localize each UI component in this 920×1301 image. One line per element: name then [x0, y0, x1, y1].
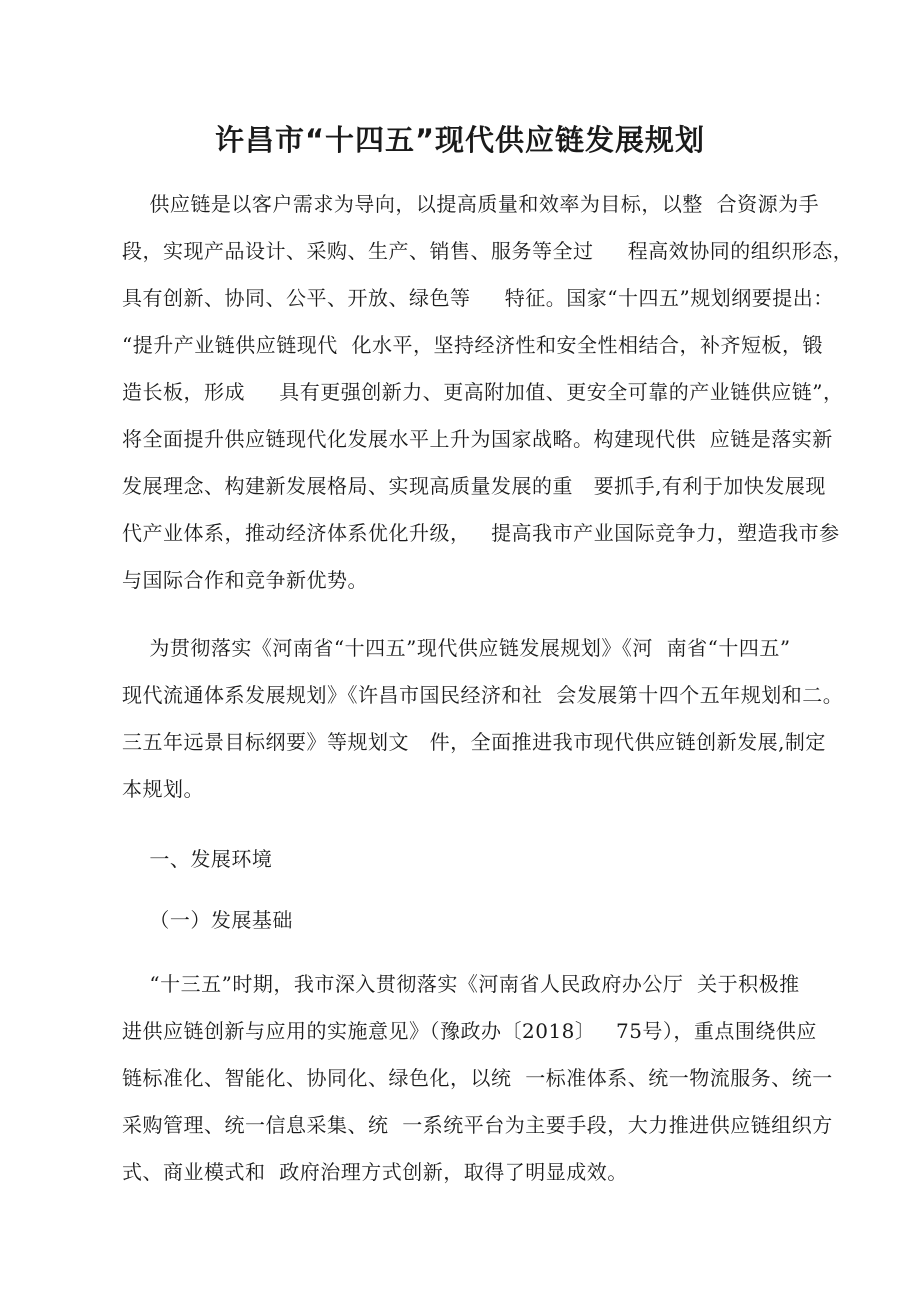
section-heading: 一、发展环境 [122, 847, 273, 871]
paragraph-line: 为贯彻落实《河南省“十四五”现代供应链发展规划》《河 南省“十四五” [122, 636, 791, 660]
paragraph-line: 与国际合作和竞争新优势。 [122, 568, 368, 592]
paragraph-line: 段，实现产品设计、采购、生产、销售、服务等全过 程高效协同的组织形态， [122, 239, 854, 263]
paragraph-line: 三五年远景目标纲要》等规划文 件，全面推进我市现代供应链创新发展,制定 [122, 730, 826, 754]
paragraph-line: 进供应链创新与应用的实施意见》（豫政办〔2018〕 75号），重点围绕供应 [122, 1019, 817, 1043]
document-title: 许昌市“十四五”现代供应链发展规划 [214, 123, 706, 157]
paragraph-line: “提升产业链供应链现代 化水平，坚持经济性和安全性相结合，补齐短板，锻 [122, 333, 823, 357]
subsection-heading: （一）发展基础 [122, 908, 293, 932]
paragraph-line: 供应链是以客户需求为导向，以提高质量和效率为目标，以整 合资源为手 [122, 192, 820, 216]
paragraph-line: 代产业体系，推动经济体系优化升级， 提高我市产业国际竞争力，塑造我市参 [122, 521, 840, 545]
paragraph-line: 发展理念、构建新发展格局、实现高质量发展的重 要抓手,有利于加快发展现 [122, 474, 826, 498]
paragraph-line: 造长板，形成 具有更强创新力、更高附加值、更安全可靠的产业链供应链”， [122, 380, 844, 404]
paragraph-line: 将全面提升供应链现代化发展水平上升为国家战略。构建现代供 应链是落实新 [122, 427, 833, 451]
paragraph-line: 现代流通体系发展规划》《许昌市国民经济和社 会发展第十四个五年规划和二。 [122, 683, 844, 707]
paragraph-line: 式、商业模式和 政府治理方式创新，取得了明显成效。 [122, 1160, 628, 1184]
paragraph-line: 链标准化、智能化、协同化、绿色化，以统 一标准体系、统一物流服务、统一 [122, 1066, 833, 1090]
paragraph-line: 采购管理、统一信息采集、统 一系统平台为主要手段，大力推进供应链组织方 [122, 1113, 833, 1137]
paragraph-line: 具有创新、协同、公平、开放、绿色等 特征。国家“十四五”规划纲要提出： [122, 286, 834, 310]
paragraph-line: “十三五”时期，我市深入贯彻落实《河南省人民政府办公厅 关于积极推 [122, 972, 800, 996]
paragraph-line: 本规划。 [122, 777, 204, 801]
